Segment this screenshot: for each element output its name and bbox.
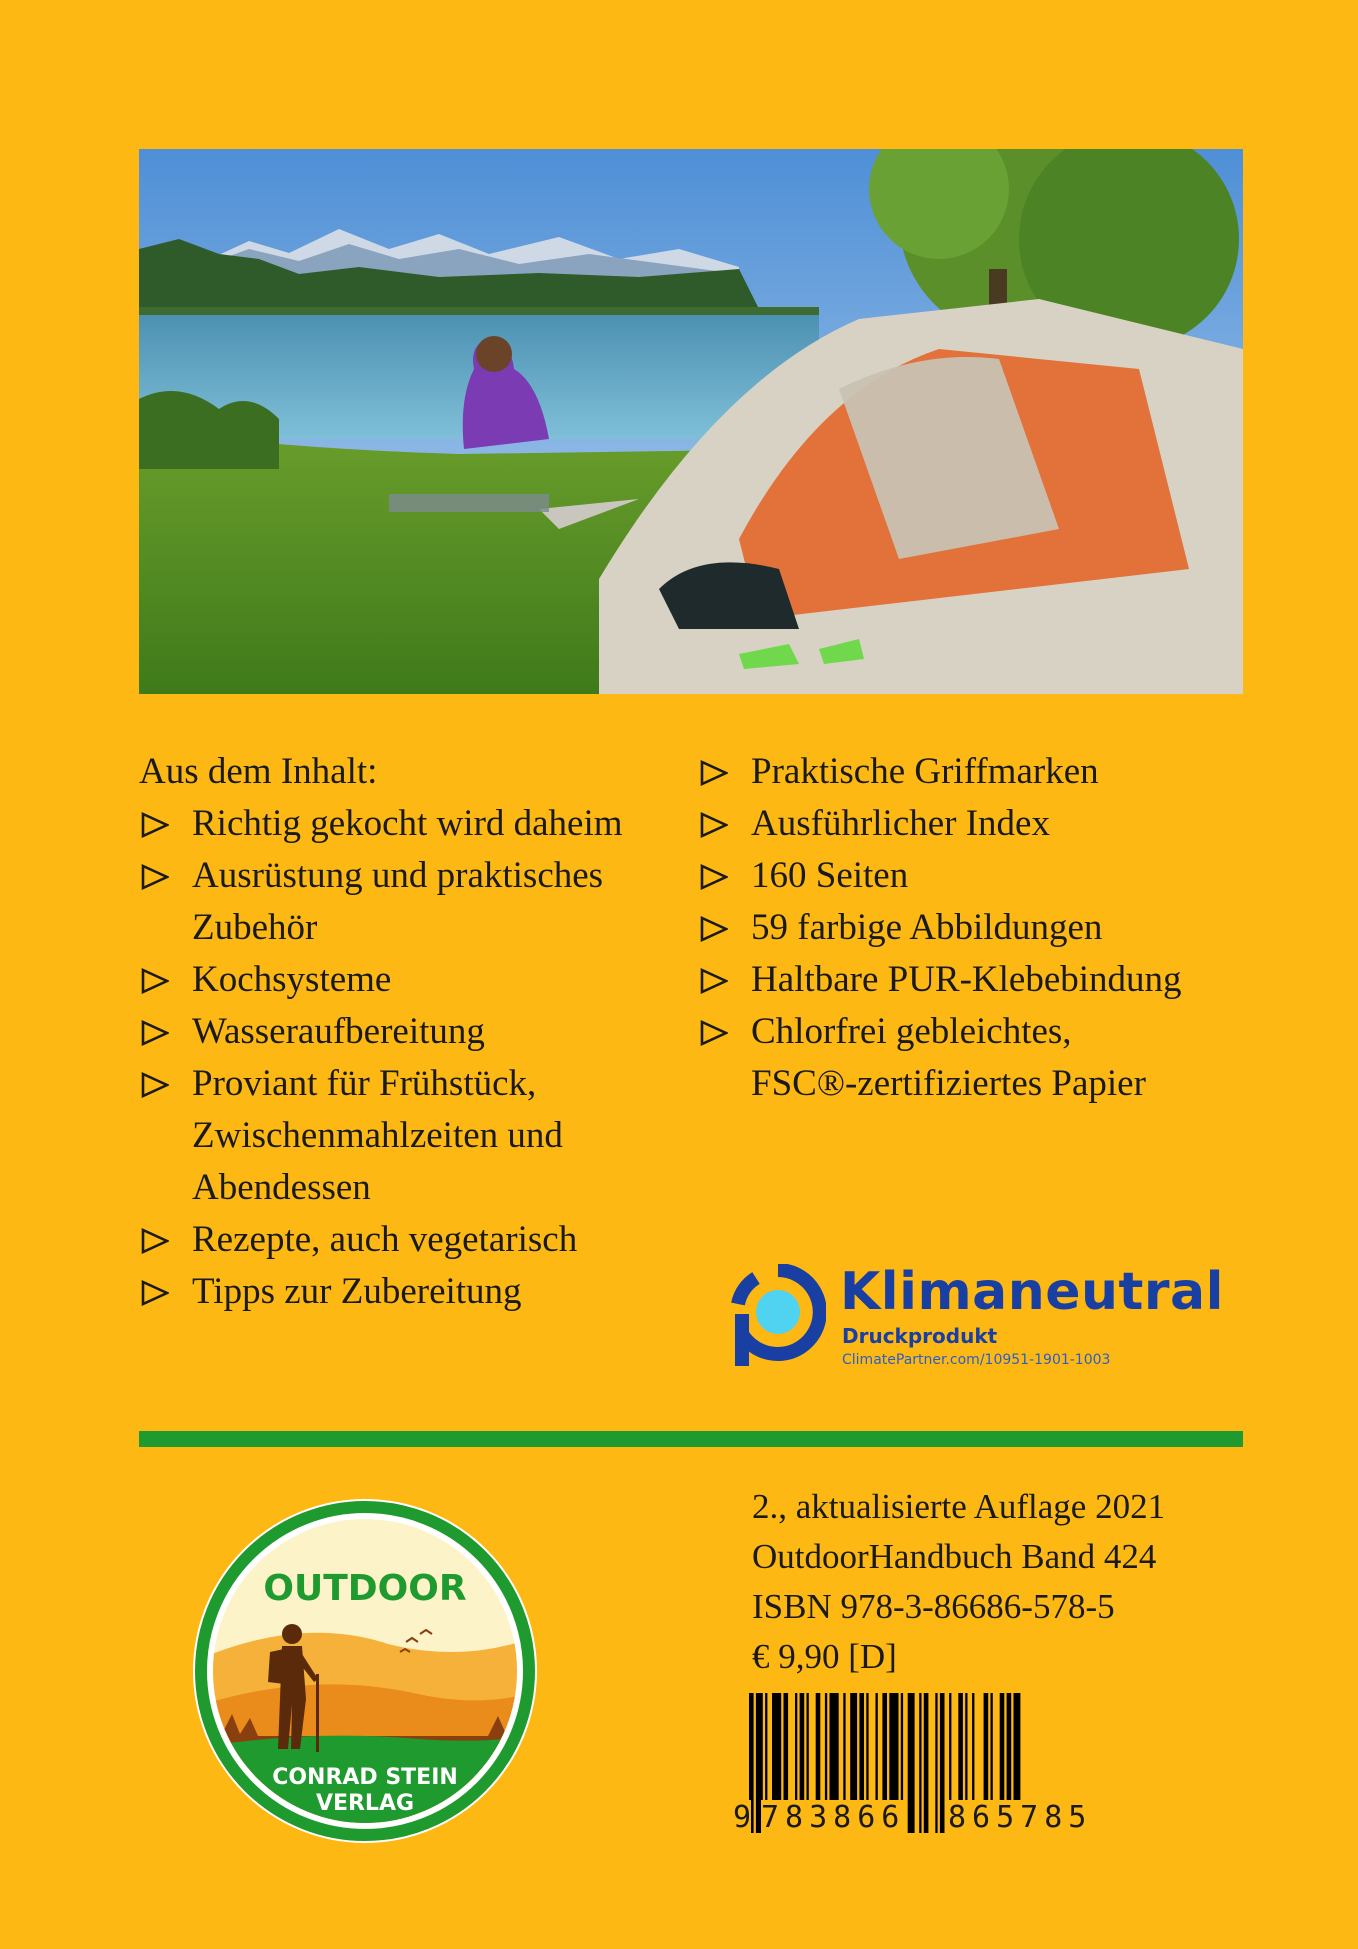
- triangle-bullet-icon: [700, 1020, 728, 1046]
- contents-heading: Aus dem Inhalt:: [139, 751, 378, 792]
- badge-top-text: OUTDOOR: [263, 1568, 467, 1609]
- contents-item: [698, 746, 1258, 798]
- badge-bottom-line1: CONRAD STEIN: [272, 1765, 458, 1790]
- contents-item-text: Chlorfrei gebleichtes,: [751, 1011, 1072, 1052]
- contents-item-text: Wasseraufbereitung: [192, 1011, 485, 1052]
- contents-list-left: [139, 798, 679, 1318]
- barcode-digits: [733, 1800, 1131, 1836]
- price-text: € 9,90 [D]: [752, 1637, 897, 1676]
- barcode-first-digit: 9: [733, 1800, 752, 1835]
- klimaneutral-title: Klimaneutral: [840, 1262, 1224, 1322]
- green-divider: [139, 1431, 1243, 1447]
- barcode-digit-group-1: 783866: [761, 1800, 906, 1835]
- triangle-bullet-icon: [700, 760, 728, 786]
- triangle-bullet-icon: [141, 1072, 169, 1098]
- contents-item: [698, 1006, 1258, 1110]
- triangle-bullet-icon: [700, 864, 728, 890]
- badge-bottom-line2: VERLAG: [315, 1791, 415, 1816]
- contents-item: [139, 954, 679, 1006]
- contents-item-text: Ausrüstung und praktisches: [192, 855, 604, 896]
- book-info: [752, 1482, 1232, 1682]
- contents-item-text: 59 farbige Abbildungen: [751, 907, 1103, 948]
- triangle-bullet-icon: [141, 1228, 169, 1254]
- contents-item-text: 160 Seiten: [751, 855, 909, 896]
- contents-item: [698, 902, 1258, 954]
- contents-item: [139, 850, 679, 954]
- contents-item: [698, 954, 1258, 1006]
- triangle-bullet-icon: [141, 1020, 169, 1046]
- triangle-bullet-icon: [700, 812, 728, 838]
- outdoor-publisher-badge: [188, 1494, 542, 1848]
- barcode-digit-group-2: 865785: [948, 1800, 1093, 1835]
- contents-item-text: Abendessen: [192, 1167, 371, 1208]
- contents-item: [139, 1266, 679, 1318]
- contents-item: [139, 1214, 679, 1266]
- contents-item-text: Haltbare PUR-Klebebindung: [751, 959, 1182, 1000]
- series-text: OutdoorHandbuch Band 424: [752, 1537, 1157, 1576]
- contents-item: [139, 1058, 679, 1214]
- contents-item-text: Richtig gekocht wird daheim: [192, 803, 623, 844]
- contents-right-column: [698, 746, 1258, 1110]
- klimaneutral-logo: [730, 1262, 1224, 1372]
- contents-item-text: Proviant für Frühstück,: [192, 1063, 537, 1104]
- contents-item-text: FSC®-zertifiziertes Papier: [751, 1063, 1146, 1104]
- triangle-bullet-icon: [700, 916, 728, 942]
- contents-item-text: Zwischenmahlzeiten und: [192, 1115, 563, 1156]
- klimaneutral-subtitle: Druckprodukt: [842, 1324, 998, 1348]
- contents-item: [698, 798, 1258, 850]
- triangle-bullet-icon: [700, 968, 728, 994]
- contents-item-text: Zubehör: [192, 907, 318, 948]
- climatepartner-icon: [730, 1264, 826, 1368]
- contents-item: [139, 798, 679, 850]
- contents-item-text: Tipps zur Zubereitung: [192, 1271, 522, 1312]
- edition-text: 2., aktualisierte Auflage 2021: [752, 1487, 1166, 1526]
- triangle-bullet-icon: [141, 864, 169, 890]
- contents-item-text: Kochsysteme: [192, 959, 392, 1000]
- triangle-bullet-icon: [141, 968, 169, 994]
- isbn-text: ISBN 978-3-86686-578-5: [752, 1587, 1115, 1626]
- contents-list-right: [698, 746, 1258, 1110]
- contents-item-text: Praktische Griffmarken: [751, 751, 1099, 792]
- cover-photo: [139, 149, 1243, 694]
- klimaneutral-url: ClimatePartner.com/10951-1901-1003: [842, 1352, 1111, 1368]
- triangle-bullet-icon: [141, 812, 169, 838]
- contents-item: [698, 850, 1258, 902]
- contents-item: [139, 1006, 679, 1058]
- contents-item-text: Rezepte, auch vegetarisch: [192, 1219, 578, 1260]
- contents-left-column: [139, 746, 679, 1318]
- contents-item-text: Ausführlicher Index: [751, 803, 1050, 844]
- triangle-bullet-icon: [141, 1280, 169, 1306]
